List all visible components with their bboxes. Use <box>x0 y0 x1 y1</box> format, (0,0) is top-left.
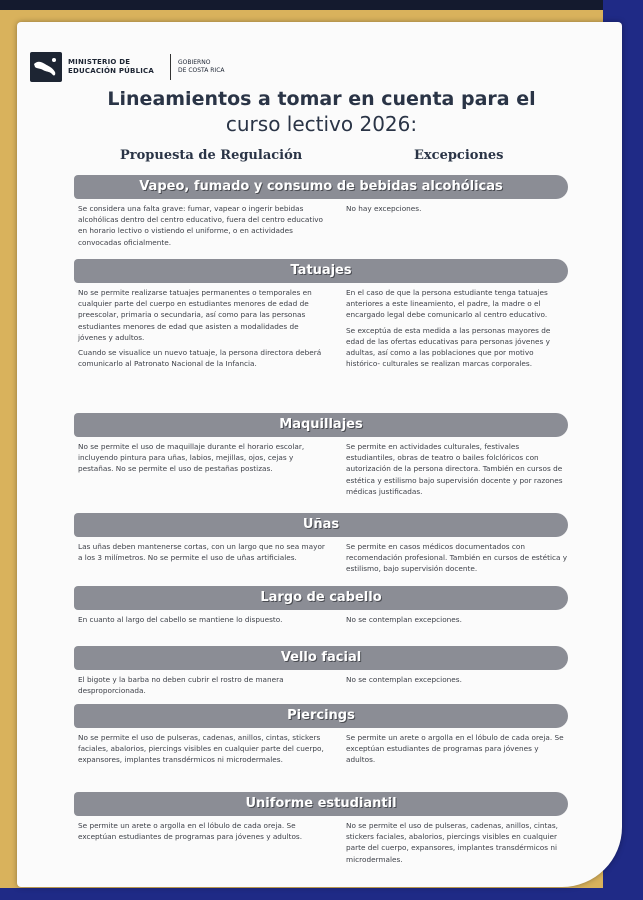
ministry-name: MINISTERIO DE EDUCACIÓN PÚBLICA <box>68 58 154 75</box>
section-title: Maquillajes <box>279 417 363 432</box>
column-header-exceptions: Excepciones <box>414 148 504 163</box>
page-title: Lineamientos a tomar en cuenta para el <box>107 88 536 110</box>
regulation-text <box>78 441 328 479</box>
section-title: Uñas <box>302 517 340 532</box>
paragraph: En cuanto al largo del cabello se mantiene lo dispuesto. <box>78 615 283 624</box>
page-subtitle: curso lectivo 2026: <box>225 112 418 136</box>
section-title: Piercings <box>287 708 355 723</box>
paragraph: No se contemplan excepciones. <box>346 675 462 684</box>
paragraph: No hay excepciones. <box>346 204 422 213</box>
exception-text <box>346 732 568 770</box>
exception-text <box>346 541 568 579</box>
paragraph: Se permite un arete o argolla en el lóbulo de cada oreja. Se exceptúan estudiantes de programas para jóvenes y adultos. <box>346 733 564 765</box>
paragraph: No se permite el uso de pulseras, cadenas, anillos, cintas, stickers faciales, abalorios, piercings visibles en cualquier parte del cuerpo, expansores, implantes transdérmicos ni microdermales. <box>78 733 324 765</box>
government-name: GOBIERNO DE COSTA RICA <box>178 59 225 74</box>
regulation-text <box>78 674 328 700</box>
exception-text <box>346 441 568 501</box>
paragraph: Se considera una falta grave: fumar, vapear o ingerir bebidas alcohólicas dentro del centro educativo, fuera del centro educativo en horario lectivo o vistiendo el uniforme, o en actividades convocadas oficialmente. <box>78 204 324 247</box>
regulation-text <box>78 541 328 567</box>
regulation-text <box>78 203 328 252</box>
regulation-text <box>78 287 328 373</box>
paragraph: Se permite en casos médicos documentados con recomendación profesional. También en cursos de estética y estilismo, bajo supervisión docente. <box>346 542 568 574</box>
column-header-regulation: Propuesta de Regulación <box>120 148 303 163</box>
exception-text <box>346 820 568 869</box>
logo-divider <box>170 54 171 80</box>
section-title: Tatuajes <box>290 263 352 278</box>
exception-text <box>346 203 568 218</box>
paragraph: Se permite un arete o argolla en el lóbulo de cada oreja. Se exceptúan estudiantes de programas para jóvenes y adultos. <box>78 821 303 842</box>
section-title: Vapeo, fumado y consumo de bebidas alcohólicas <box>139 179 503 194</box>
regulation-text <box>78 820 328 846</box>
exception-text <box>346 614 568 629</box>
section-title: Largo de cabello <box>260 590 382 605</box>
costa-rica-map-logo-icon <box>30 52 62 82</box>
paragraph: Cuando se visualice un nuevo tatuaje, la persona directora deberá comunicarlo al Patronato Nacional de la Infancia. <box>78 348 322 369</box>
section-title: Vello facial <box>280 650 362 665</box>
section-title: Uniforme estudiantil <box>245 796 397 811</box>
paragraph: No se permite el uso de maquillaje durante el horario escolar, incluyendo pintura para uñas, labios, mejillas, ojos, cejas y pestañas. No se permite el uso de pestañas postizas. <box>78 442 305 474</box>
paragraph: Se exceptúa de esta medida a las personas mayores de edad de las ofertas educativas para personas jóvenes y adultas, así como a las poblaciones que por motivo histórico- culturales se realizan marcas corporales. <box>346 325 551 369</box>
paragraph: No se contemplan excepciones. <box>346 615 462 624</box>
background-bottom-edge <box>0 888 643 900</box>
paragraph: Se permite en actividades culturales, festivales estudiantiles, obras de teatro o bailes folclóricos con autorización de la persona directora. También en cursos de estética y estilismo bajo supervisión docente y por razones médicas justificadas. <box>346 442 563 496</box>
regulation-text <box>78 614 328 629</box>
exception-text <box>346 674 568 689</box>
regulation-text <box>78 732 328 770</box>
paragraph: No se permite el uso de pulseras, cadenas, anillos, cintas, stickers faciales, abalorios, piercings visibles en cualquier parte del cuerpo, expansores, implantes transdérmicos ni microdermales. <box>346 821 558 864</box>
paragraph: No se permite realizarse tatuajes permanentes o temporales en cualquier parte del cuerpo en estudiantes menores de edad de preescolar, primaria o secundaria, así como para las personas estudiantes menores de edad que asisten a modalidades de jóvenes y adultos. <box>78 288 312 342</box>
background-top-edge <box>0 0 643 10</box>
paragraph: Las uñas deben mantenerse cortas, con un largo que no sea mayor a los 3 milímetros. No se permite el uso de uñas artificiales. <box>78 542 325 563</box>
paragraph: El bigote y la barba no deben cubrir el rostro de manera desproporcionada. <box>78 675 284 696</box>
exception-text <box>346 287 568 373</box>
paragraph: En el caso de que la persona estudiante tenga tatuajes anteriores a este lineamiento, el padre, la madre o el encargado legal debe comunicarlo al centro educativo. <box>346 288 548 320</box>
